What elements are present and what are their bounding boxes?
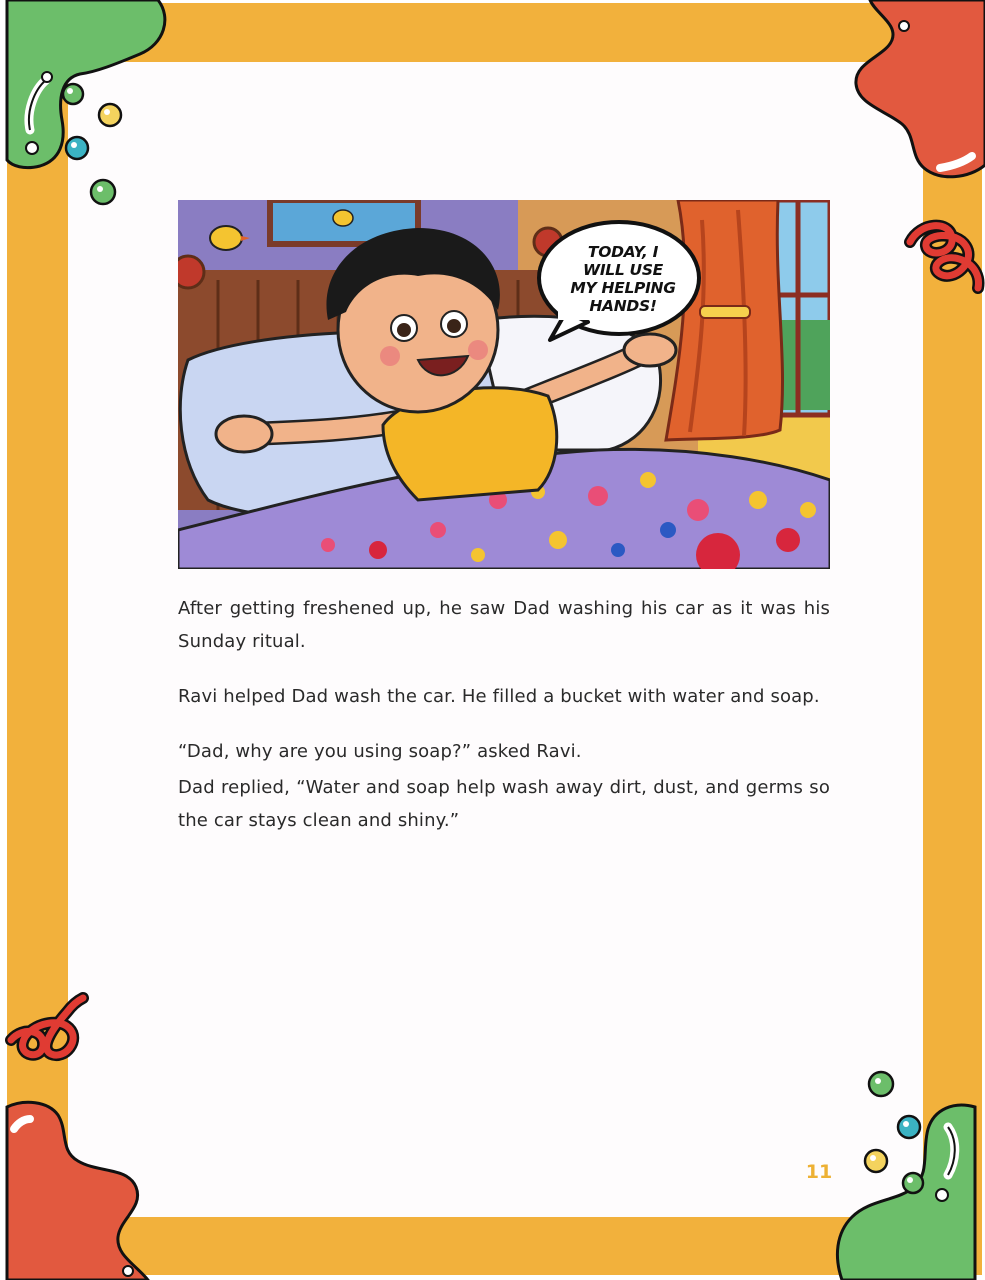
red-squiggle-left	[5, 990, 90, 1075]
red-paint-splash-top-right	[840, 0, 985, 190]
green-paint-splash-bottom-right	[830, 1065, 985, 1280]
story-paragraph: After getting freshened up, he saw Dad washing his car as it was his Sunday ritual.	[178, 598, 830, 652]
red-squiggle-right	[900, 212, 985, 297]
speech-bubble-line: MY HELPING	[570, 279, 676, 297]
speech-bubble-line: HANDS!	[589, 297, 657, 315]
speech-bubble-text	[548, 243, 698, 315]
story-paragraph: Dad replied, “Water and soap help wash away dirt, dust, and germs so the car stays clean and shiny.”	[178, 777, 830, 831]
green-paint-splash-top-left	[0, 0, 180, 215]
story-paragraph: “Dad, why are you using soap?” asked Ravi.	[178, 741, 582, 762]
page-number: 11	[805, 1161, 833, 1183]
story-illustration-boy-waking-up	[178, 200, 830, 569]
speech-bubble-line: WILL USE	[583, 261, 663, 279]
story-paragraph: Ravi helped Dad wash the car. He filled a bucket with water and soap.	[178, 686, 820, 707]
red-paint-splash-bottom-left	[0, 1095, 160, 1280]
speech-bubble-line: TODAY, I	[587, 243, 659, 261]
